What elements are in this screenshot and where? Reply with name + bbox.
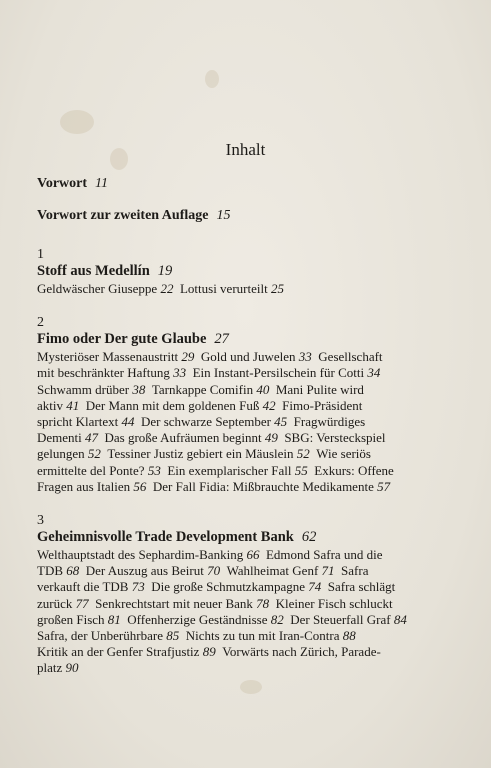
toc-entry-label: Vorwort: [37, 176, 88, 191]
section-page: 34: [367, 365, 381, 381]
section-title: Geldwäscher Giuseppe: [37, 281, 158, 296]
chapter-number: 2: [37, 315, 44, 331]
section-title: Lottusi verurteilt: [179, 281, 268, 296]
section-page: 74: [308, 579, 322, 595]
section-line: [37, 644, 457, 660]
section-page: 42: [262, 397, 276, 413]
section-title: TDB: [37, 563, 63, 579]
section-line: [37, 414, 457, 430]
section-title: gelungen: [37, 446, 85, 462]
chapter-title-line: [37, 263, 457, 280]
section-page: 68: [66, 563, 80, 579]
section-line: [37, 579, 457, 595]
section-page: 41: [66, 397, 80, 413]
chapter-page: 62: [301, 529, 317, 546]
section-page: 77: [75, 595, 89, 611]
chapter-number: 3: [37, 513, 44, 529]
chapter-sections: [37, 547, 457, 677]
section-page: 56: [133, 478, 147, 494]
chapter-page: 19: [157, 263, 173, 279]
section-title: Exkurs: Offene: [314, 462, 394, 478]
section-title: platz: [37, 660, 63, 676]
section-title: Vorwärts nach Zürich, Parade-: [222, 644, 381, 660]
section-title: Kritik an der Genfer Strafjustiz: [37, 644, 200, 660]
section-title: Nichts zu tun mit Iran-Contra: [185, 628, 340, 644]
section-title: Wahlheimat Genf: [226, 563, 319, 579]
chapter-title: Geheimnisvolle Trade Development Bank: [37, 529, 294, 546]
section-page: 84: [393, 611, 407, 627]
section-title: Gold und Juwelen: [200, 349, 296, 365]
section-title: zurück: [37, 595, 73, 611]
toc-entry-page: 11: [95, 176, 108, 191]
page-title: Inhalt: [225, 140, 266, 159]
section-title: Wie seriös: [316, 446, 371, 462]
section-page: 78: [256, 595, 270, 611]
section-page: 49: [264, 430, 278, 446]
section-title: Der Fall Fidia: Mißbrauchte Medikamente: [152, 478, 374, 494]
section-page: 81: [107, 611, 121, 627]
section-line: [37, 563, 457, 579]
stain: [240, 680, 262, 694]
chapter-sections: [37, 349, 457, 495]
toc-front-entry: [37, 176, 457, 196]
section-page: 52: [87, 446, 101, 462]
section-page: 73: [131, 579, 145, 595]
section-line: [37, 612, 457, 628]
chapter-title: Fimo oder Der gute Glaube: [37, 331, 207, 348]
section-title: Der Steuerfall Graf: [290, 611, 391, 627]
section-page: 22: [160, 281, 174, 296]
section-title: Dementi: [37, 430, 82, 446]
chapter: [37, 315, 457, 495]
chapter-title-line: [37, 529, 457, 546]
section-title: Fragwürdiges: [293, 414, 366, 430]
section-title: spricht Klartext: [37, 414, 119, 430]
toc-entry-page: 15: [216, 208, 231, 223]
section-title: Ein Instant-Persilschein für Cotti: [192, 365, 365, 381]
section-title: Fimo-Präsident: [282, 397, 363, 413]
stain: [205, 70, 219, 88]
section-line: [37, 349, 457, 365]
section-page: 55: [294, 462, 308, 478]
section-page: 45: [274, 414, 288, 430]
section-title: Tessiner Justiz gebiert ein Mäuslein: [107, 446, 294, 462]
section-title: Edmond Safra und die: [265, 547, 383, 563]
section-page: 89: [202, 644, 216, 660]
chapter-sections: [37, 281, 457, 297]
section-line: [37, 430, 457, 446]
section-line: [37, 446, 457, 462]
chapter-number: 1: [37, 247, 44, 262]
section-page: 53: [147, 462, 161, 478]
section-line: [37, 547, 457, 563]
section-title: Der Mann mit dem goldenen Fuß: [85, 397, 260, 413]
section-title: Fragen aus Italien: [37, 478, 131, 494]
chapter: [37, 247, 457, 297]
section-line: [37, 596, 457, 612]
section-page: 66: [246, 547, 260, 563]
section-title: Schwamm drüber: [37, 381, 130, 397]
section-page: 57: [377, 478, 391, 494]
section-page: 44: [121, 414, 135, 430]
section-line: [37, 463, 457, 479]
section-title: Offenherzige Geständnisse: [127, 611, 268, 627]
section-page: 29: [181, 349, 195, 365]
section-page: 33: [298, 349, 312, 365]
section-title: Senkrechtstart mit neuer Bank: [95, 595, 253, 611]
chapter-page: 27: [214, 331, 229, 348]
section-title: Der Auszug aus Beirut: [85, 563, 204, 579]
section-page: 25: [270, 281, 284, 296]
section-line: [37, 660, 457, 676]
section-line: [37, 382, 457, 398]
section-page: 70: [207, 563, 221, 579]
section-title: verkauft die TDB: [37, 579, 129, 595]
section-page: 52: [296, 446, 310, 462]
section-title: ermittelte del Ponte?: [37, 462, 145, 478]
section-title: Kleiner Fisch schluckt: [275, 595, 393, 611]
section-page: 71: [321, 563, 335, 579]
section-page: 88: [342, 628, 356, 644]
section-line: [37, 628, 457, 644]
toc-entry-label: Vorwort zur zweiten Auflage: [37, 208, 209, 223]
section-title: Der schwarze September: [140, 414, 271, 430]
section-title: SBG: Versteckspiel: [284, 430, 386, 446]
section-line: [37, 398, 457, 414]
section-title: Welthauptstadt des Sephardim-Banking: [37, 547, 244, 563]
table-of-contents: [37, 176, 457, 677]
section-title: Safra, der Unberührbare: [37, 628, 163, 644]
section-title: Safra: [341, 563, 369, 579]
section-title: Gesellschaft: [318, 349, 383, 365]
section-page: 90: [65, 660, 79, 676]
section-title: Ein exemplarischer Fall: [167, 462, 292, 478]
section-page: 85: [166, 628, 180, 644]
chapter-title: Stoff aus Medellín: [37, 263, 150, 279]
section-page: 82: [270, 611, 284, 627]
section-title: Das große Aufräumen beginnt: [104, 430, 262, 446]
section-line: [37, 281, 457, 297]
section-page: 33: [173, 365, 187, 381]
section-page: 47: [85, 430, 99, 446]
section-line: [37, 365, 457, 381]
section-title: Safra schlägt: [327, 579, 396, 595]
section-title: großen Fisch: [37, 611, 105, 627]
section-title: Mysteriöser Massenaustritt: [37, 349, 179, 365]
section-title: Die große Schmutzkampagne: [151, 579, 306, 595]
section-title: Mani Pulite wird: [275, 381, 364, 397]
section-page: 40: [256, 381, 270, 397]
section-title: mit beschränkter Haftung: [37, 365, 170, 381]
section-page: 38: [132, 381, 146, 397]
chapter: [37, 513, 457, 677]
section-title: aktiv: [37, 397, 63, 413]
toc-front-entry: [37, 208, 457, 228]
stain: [60, 110, 94, 134]
chapter-title-line: [37, 331, 457, 348]
section-title: Tarnkappe Comifin: [151, 381, 254, 397]
section-line: [37, 479, 457, 495]
